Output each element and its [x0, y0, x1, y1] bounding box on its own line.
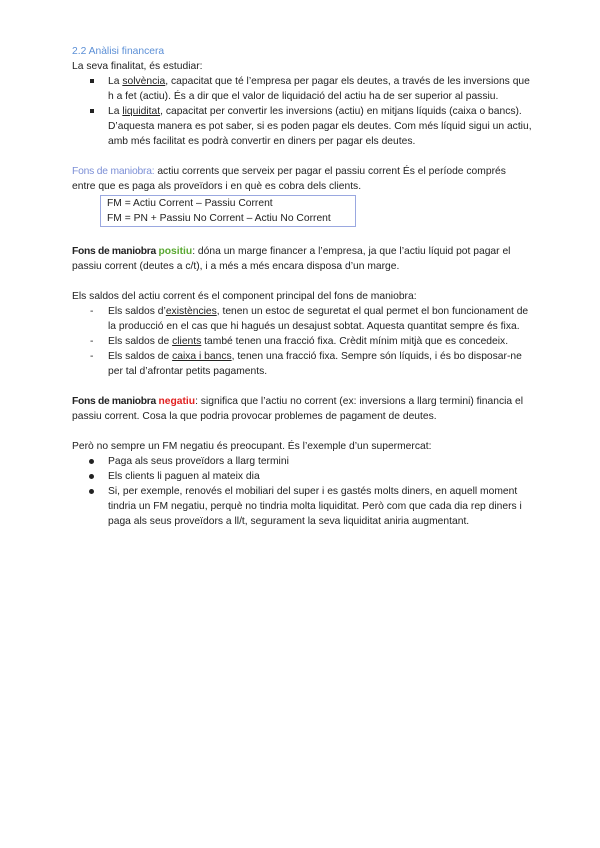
list-item: La solvència, capacitat que té l’empresa per pagar els deutes, a través de les inversions que h a fet (actiu). És a dir que el valor de liquidació del actiu ha de ser superior al passiu. [108, 76, 530, 102]
supermercat-intro: Però no sempre un FM negatiu és preocupant. És l’exemple d’un supermercat: [72, 441, 432, 452]
list-item: Paga als seus proveïdors a llarg termini [108, 456, 289, 467]
section-intro: La seva finalitat, és estudiar: [72, 61, 203, 72]
formula-box [100, 195, 356, 227]
formula-line: FM = PN + Passiu No Corrent – Actiu No Corrent [107, 213, 331, 224]
list-item: Els saldos de caixa i bancs, tenen una fracció fixa. Sempre són líquids, i és bo disposar-ne per tal d’afrontar petits pagaments. [108, 351, 522, 377]
document-body [72, 44, 532, 529]
term-fons-maniobra: Fons de maniobra: [72, 166, 155, 177]
term-existencies: existències [165, 306, 217, 317]
term-clients: clients [172, 336, 202, 347]
positiu-paragraph: Fons de maniobra positiu: dóna un marge financer a l’empresa, ja que l’actiu líquid pot pagar el passiu corrent (deutes a c/t), i a més a més encara disposa d’un marge. [72, 246, 511, 272]
supermercat-list [72, 454, 532, 529]
term-solvencia: solvència [122, 76, 166, 87]
positive-tag: positiu [158, 246, 193, 257]
list-item: Els saldos d’existències, tenen un estoc de seguretat el qual permet el bon funcionament de la producció en el cas que hi hagués un desajust sobtat. Aquesta quantitat sempre és fixa. [108, 306, 529, 332]
formula-line: FM = Actiu Corrent – Passiu Corrent [107, 198, 273, 209]
list-item: Els saldos de clients també tenen una fracció fixa. Crèdit mínim mitjà que es concedeix. [108, 336, 509, 347]
saldos-intro: Els saldos del actiu corrent és el component principal del fons de maniobra: [72, 291, 417, 302]
list-item: Els clients li paguen al mateix dia [108, 471, 260, 482]
fons-paragraph: Fons de maniobra: actiu corrents que serveix per pagar el passiu corrent És el període comprés entre que es paga als proveïdors i en què es cobra dels clients. [72, 166, 506, 192]
section-heading: 2.2 Anàlisi financera [72, 46, 165, 57]
term-caixa-bancs: caixa i bancs [172, 351, 232, 362]
list-item: La liquiditat, capacitat per convertir les inversions (actiu) en mitjans líquids (caixa o bancs). D’aquesta manera es pot saber, si es poden pagar els deutes. Com més líquid sigui un actiu, amb més facilitat es podrà convertir en diners per pagar els deutes. [108, 106, 532, 147]
analysis-list [72, 74, 532, 149]
saldos-list [72, 304, 532, 379]
negatiu-paragraph: Fons de maniobra negatiu: significa que l’actiu no corrent (ex: inversions a llarg termini) financia el passiu corrent. Cosa la que podria provocar problemes de pagament de deutes. [72, 396, 524, 422]
negative-tag: negatiu [158, 396, 196, 407]
list-item: Si, per exemple, renovés el mobiliari del super i es gastés molts diners, en aquell moment tindria un FM negatiu, perquè no tindria molta liquiditat. Però com que cada dia rep diners i paga als seus proveïdors a ll/t, segurament la seva liquiditat aniria augmentant. [108, 486, 522, 527]
term-liquiditat: liquiditat [122, 106, 161, 117]
